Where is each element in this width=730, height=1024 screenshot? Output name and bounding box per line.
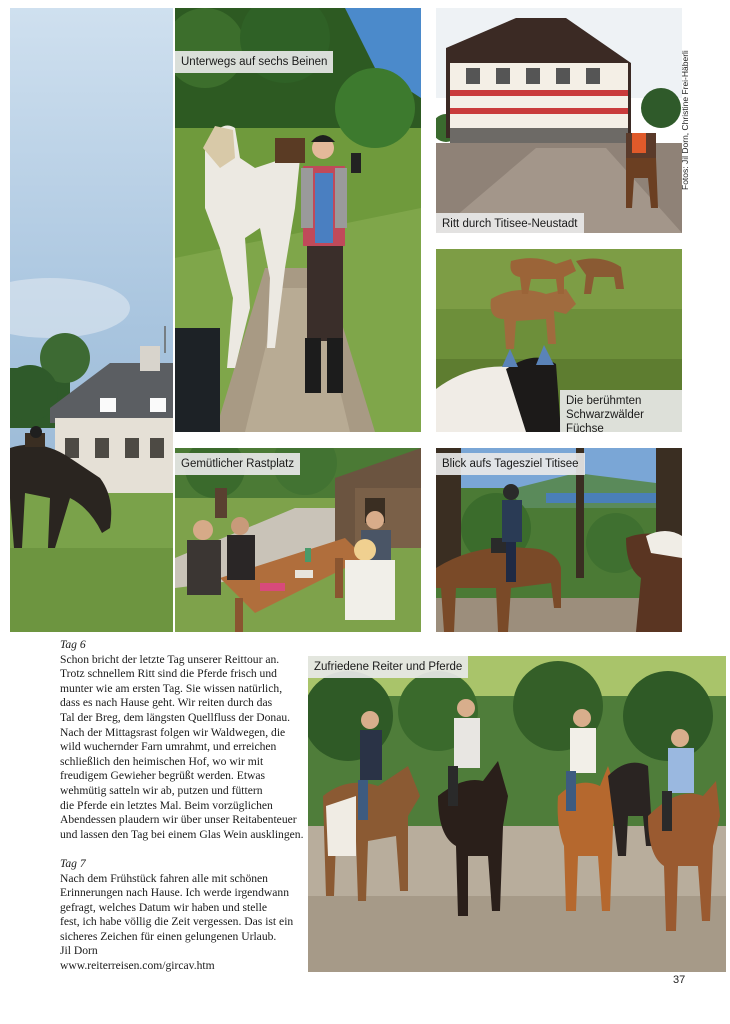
photo-titisee-street [436,8,682,233]
day7-line: gefragt, welches Datum wir haben und stelle [60,900,268,914]
day6-line: Abendessen plaudern wir über unser Reitabenteuer [60,813,297,827]
day6-line: und lassen den Tag bei einem Glas Wein ausklingen. [60,827,304,841]
day7-line: sicheres Zeichen für einen gelungenen Urlaub. [60,929,277,943]
page-number: 37 [673,974,686,986]
photo-lake-view [436,448,682,632]
photo-lake-view-image [436,448,682,632]
caption-woman-horse: Unterwegs auf sechs Beinen [175,51,333,73]
photo-rest-image [175,448,421,632]
photo-credit: Fotos: Jil Dorn, Christine Frei-Häberli [680,50,690,190]
caption-riders: Zufriedene Reiter und Pferde [308,656,468,678]
day6-line: die Pferde ein letztes Mal. Beim vorzüglichen [60,798,273,812]
day6-line: Tal der Breg, dem längsten Quellfluss der Donau. [60,710,291,724]
photo-foxes [436,249,682,432]
caption-rest: Gemütlicher Rastplatz [175,453,300,475]
day6-line: Trotz schnellem Ritt sind die Pferde frisch und [60,667,277,681]
photo-titisee-street-image [436,8,682,233]
day7-heading: Tag 7 [60,856,86,870]
photo-left-building [10,8,173,632]
url-link[interactable]: www.reiterreisen.com/gircav.htm [60,959,215,973]
day6-line: wild wuchernder Farn umrahmt, und erreichen [60,740,277,754]
day7-line: Nach dem Frühstück fahren alle mit schönen [60,871,268,885]
day6-line: Nach der Mittagsrast folgen wir Waldwegen, die [60,725,286,739]
photo-left-building-image [10,8,173,632]
author: Jil Dorn [60,944,98,958]
article-text [60,638,304,974]
day6-heading: Tag 6 [60,638,86,651]
day6-line: dass es nach Hause geht. Wir reiten durch das [60,696,273,710]
photo-woman-horse [175,8,421,432]
day6-line: schließlich den heimischen Hof, wo wir mit [60,754,264,768]
caption-foxes: Die berühmten Schwarzwälder Füchse [560,390,682,432]
photo-rest [175,448,421,632]
day6-line: munter wie am ersten Tag. Sie wissen natürlich, [60,681,283,695]
day7-line: Erinnerungen nach Hause. Ich werde irgendwann [60,886,289,900]
day7-line: fest, ich habe völlig die Zeit vergessen. Das ist ein [60,915,294,929]
photo-riders-image [308,656,726,972]
caption-titisee-street: Ritt durch Titisee-Neustadt [436,213,584,233]
day6-line: Schon bricht der letzte Tag unserer Reittour an. [60,652,280,666]
caption-lake-view: Blick aufs Tagesziel Titisee [436,453,585,475]
day6-line: wehmütig satteln wir ab, putzen und füttern [60,783,263,797]
photo-riders [308,656,726,972]
day6-line: freudigem Gewieher begrüßt werden. Etwas [60,769,266,783]
